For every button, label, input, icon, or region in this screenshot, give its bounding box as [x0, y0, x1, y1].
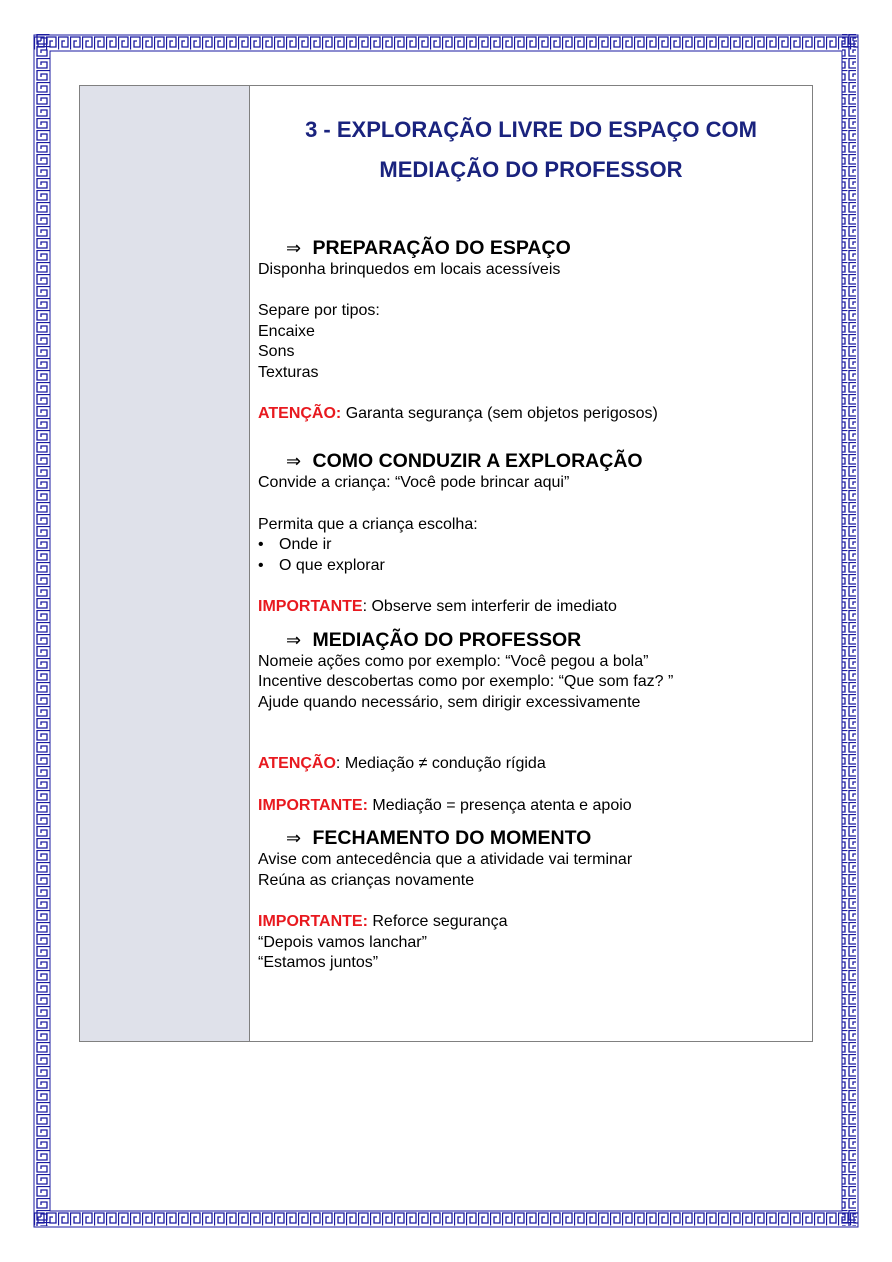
arrow-icon: ⇒	[286, 828, 302, 849]
arrow-icon: ⇒	[286, 238, 302, 258]
text-line: Convide a criança: “Você pode brincar aqui”	[258, 474, 570, 492]
text-line: Texturas	[258, 363, 319, 381]
section-heading-closing: ⇒ FECHAMENTO DO MOMENTO	[286, 827, 592, 850]
text-line: Avise com antecedência que a atividade vai terminar	[258, 851, 633, 869]
text-line: Ajude quando necessário, sem dirigir excessivamente	[258, 693, 641, 711]
list-item: • O que explorar	[258, 556, 808, 577]
page-title	[250, 110, 812, 190]
text-line: Separe por tipos:	[258, 302, 380, 320]
arrow-icon: ⇒	[286, 451, 302, 472]
text-line: Encaixe	[258, 322, 315, 340]
alert-line: ATENÇÃO: Mediação ≠ condução rígida	[258, 755, 546, 773]
sidebar-column	[80, 86, 250, 1041]
alert-line: IMPORTANTE: Observe sem interferir de imediato	[258, 597, 617, 615]
text-line: Permita que a criança escolha:	[258, 515, 478, 533]
text-line: Disponha brinquedos em locais acessíveis	[258, 261, 561, 278]
alert-label: ATENÇÃO	[258, 755, 336, 773]
bullet-icon: •	[258, 536, 264, 554]
section-heading-mediation: ⇒ MEDIAÇÃO DO PROFESSOR	[286, 628, 582, 651]
text-line: Nomeie ações como por exemplo: “Você pegou a bola”	[258, 652, 649, 670]
text-line: Incentive descobertas como por exemplo: “Que som faz? ”	[258, 673, 674, 691]
alert-line: IMPORTANTE: Reforce segurança	[258, 913, 508, 931]
alert-label: IMPORTANTE	[258, 597, 363, 615]
text-line: “Estamos juntos”	[258, 954, 379, 972]
activity-content	[258, 236, 808, 974]
section-heading-conduct: ⇒ COMO CONDUZIR A EXPLORAÇÃO	[286, 450, 643, 473]
list-item: • Onde ir	[258, 535, 808, 556]
alert-line: ATENÇÃO: Garanta segurança (sem objetos perigosos)	[258, 405, 658, 423]
alert-label: IMPORTANTE:	[258, 913, 368, 931]
section-heading-preparation: ⇒ PREPARAÇÃO DO ESPAÇO	[286, 237, 571, 259]
alert-line: IMPORTANTE: Mediação = presença atenta e apoio	[258, 796, 632, 814]
text-line: Sons	[258, 343, 295, 361]
text-line: Reúna as crianças novamente	[258, 871, 475, 889]
title-line-2: MEDIAÇÃO DO PROFESSOR	[379, 157, 683, 182]
alert-label: ATENÇÃO:	[258, 405, 342, 423]
content-column	[250, 86, 812, 1041]
activity-table	[79, 85, 813, 1042]
text-line: “Depois vamos lanchar”	[258, 933, 427, 951]
title-line-1: 3 - EXPLORAÇÃO LIVRE DO ESPAÇO COM	[305, 117, 757, 142]
arrow-icon: ⇒	[286, 629, 302, 650]
bullet-icon: •	[258, 556, 264, 574]
alert-label: IMPORTANTE:	[258, 796, 368, 814]
